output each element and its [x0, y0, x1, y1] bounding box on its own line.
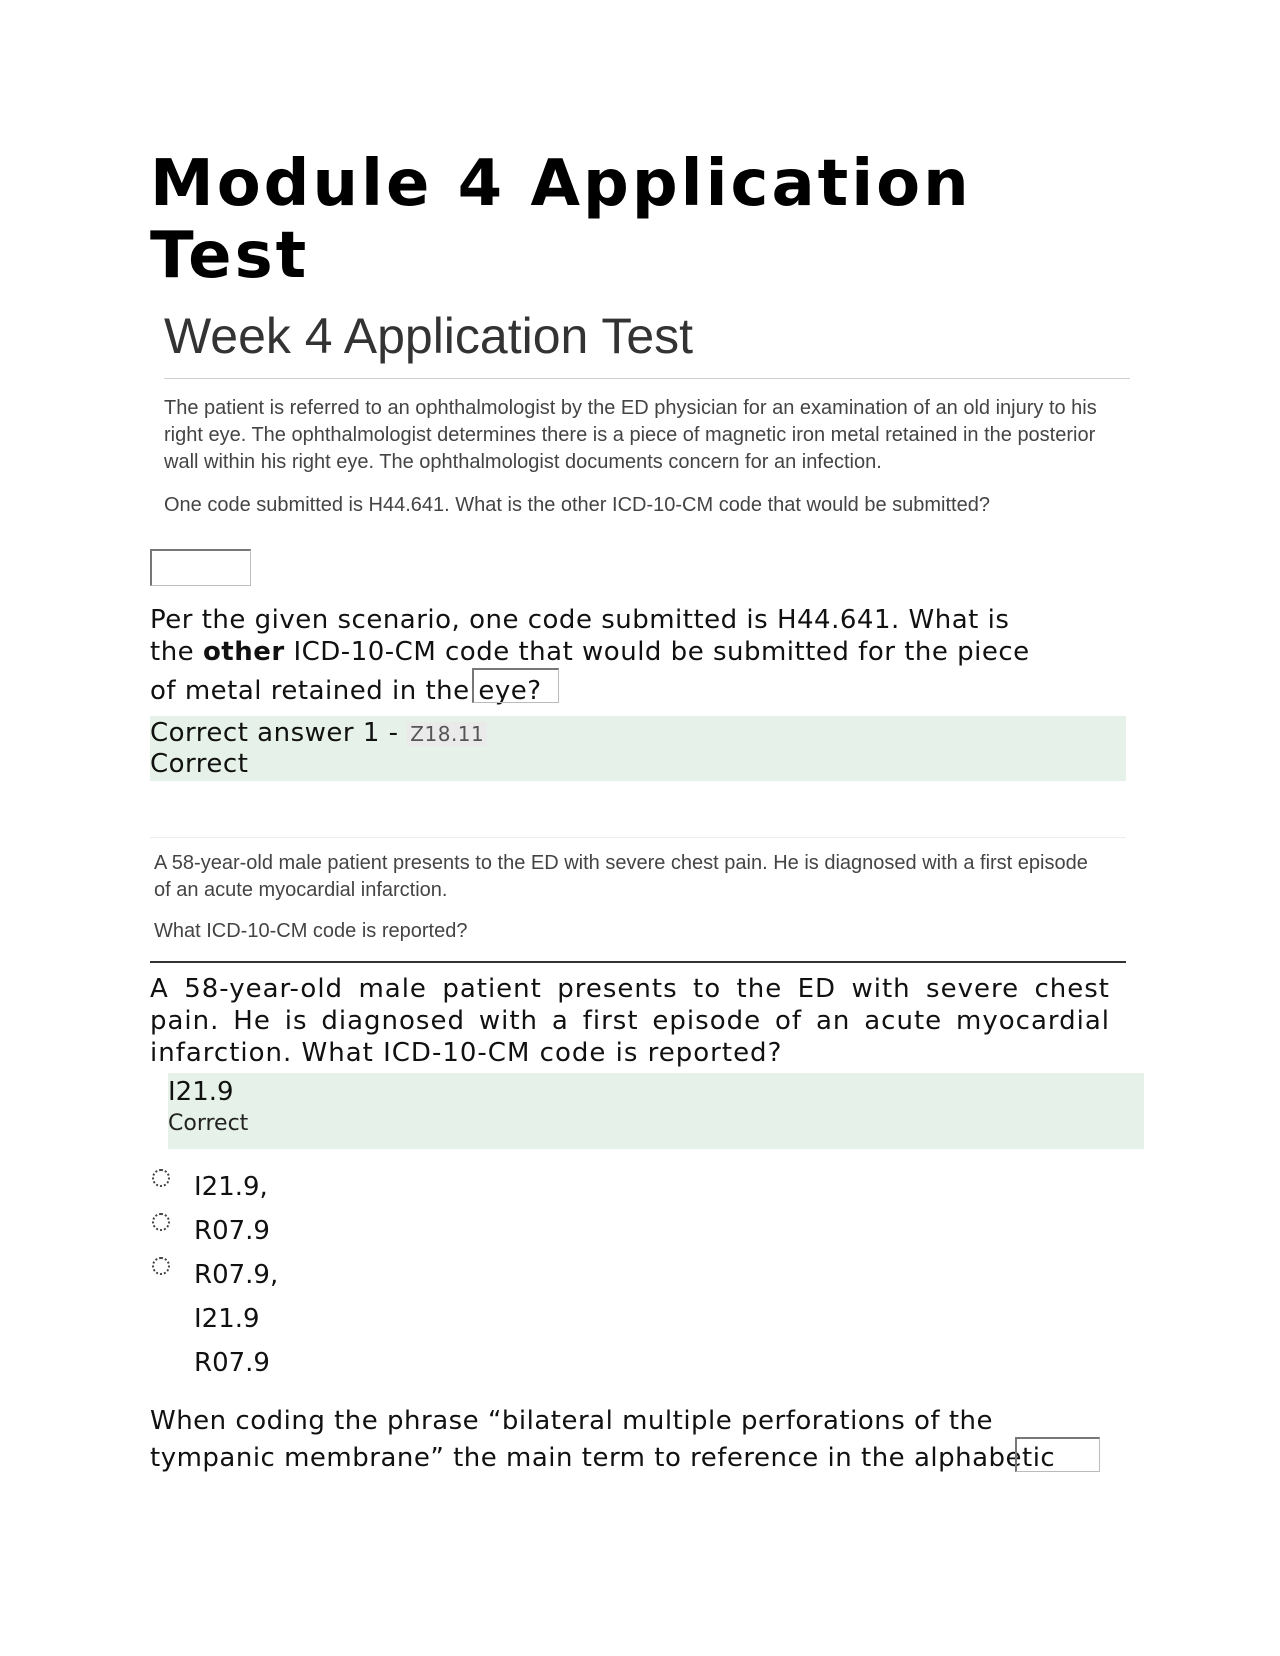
question-3-text	[150, 1405, 1110, 1474]
radio-icon[interactable]	[152, 1257, 170, 1275]
screenshot-mi-scenario: A 58-year-old male patient presents to the ED with severe chest pain. He is diagnosed with a first episode of an acute myocardial infarction.	[154, 852, 1088, 901]
option-2[interactable]: R07.9	[150, 1209, 1140, 1253]
screenshot-scenario: The patient is referred to an ophthalmologist by the ED physician for an examination of an old injury to his right eye. The ophthalmologist determines there is a piece of magnetic iron metal retained in the posterior wall within his right eye. The ophthalmologist documents concern for an infection.	[164, 397, 1097, 473]
screenshot-title: Week 4 Application Test	[164, 308, 694, 364]
correct-answer-code: Z18.11	[407, 722, 487, 746]
option-3-line-2: I21.9	[194, 1304, 260, 1334]
question-2-status: Correct	[168, 1111, 249, 1136]
question-1-line-a: Per the given scenario, one code submitted is H44.641. What is	[150, 605, 1010, 635]
question-2-answer-panel	[168, 1073, 1144, 1149]
question-1-line-b-suffix: ICD-10-CM code that would be submitted for the piece	[284, 637, 1030, 667]
question-1-emphasis: other	[202, 637, 285, 667]
question-1-line-b-prefix: the	[150, 637, 203, 667]
option-3[interactable]: R07.9,	[150, 1253, 1140, 1297]
correct-answer-panel	[150, 716, 1126, 781]
screenshot-mi-question: What ICD-10-CM code is reported?	[154, 920, 468, 942]
radio-icon[interactable]	[152, 1169, 170, 1187]
question-2-text: A 58-year-old male patient presents to the ED with severe chest pain. He is diagnosed with a first episode of an acute myocardial infarction. What ICD-10-CM code is reported?	[150, 974, 1110, 1068]
page-title: Module 4 Application Test	[150, 147, 972, 293]
radio-icon[interactable]	[152, 1213, 170, 1231]
question-1-line-c: of metal retained in the eye?	[150, 676, 542, 706]
correct-status: Correct	[150, 749, 249, 779]
question-3-prompt: When coding the phrase “bilateral multiple perforations of the tympanic membrane” the main term to reference in the alphabetic	[150, 1406, 1056, 1473]
screenshot-divider	[164, 378, 1130, 379]
document-page	[150, 148, 1140, 1474]
question-3-input[interactable]	[1015, 1437, 1100, 1472]
screenshot-week4	[150, 306, 1140, 519]
section-divider	[150, 961, 1126, 963]
option-3-line-3: R07.9	[194, 1348, 270, 1378]
screenshot-question: One code submitted is H44.641. What is the other ICD-10-CM code that would be submitted?	[164, 494, 990, 516]
question-1-text	[150, 604, 1140, 712]
question-1-input[interactable]	[472, 668, 559, 703]
screenshot-mi-top	[150, 837, 1126, 838]
question-2-answer: I21.9	[168, 1077, 234, 1107]
answer-input-box[interactable]	[150, 549, 251, 586]
answer-options	[150, 1165, 1140, 1385]
correct-answer-label: Correct answer 1 -	[150, 718, 408, 748]
option-1[interactable]: I21.9,	[150, 1165, 1140, 1209]
